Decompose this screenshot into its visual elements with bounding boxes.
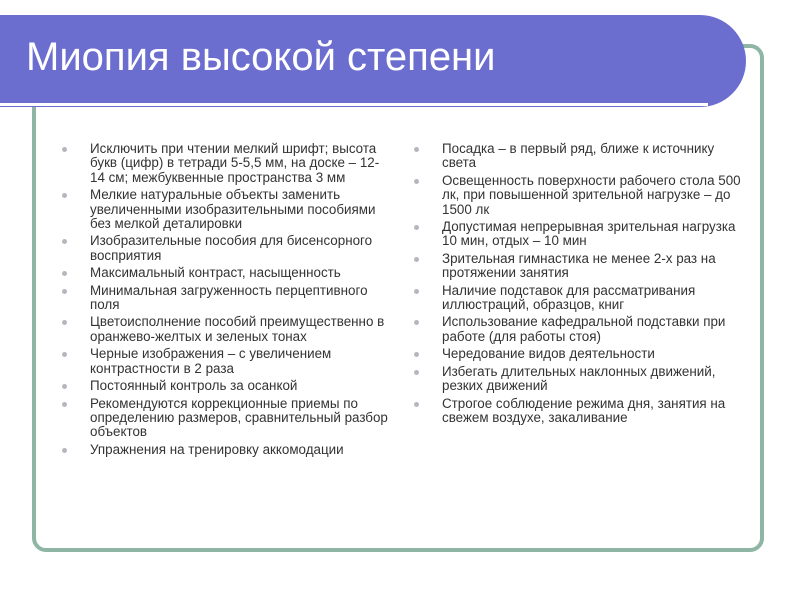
list-item-text: Упражнения на тренировку аккомодации [90, 441, 344, 457]
list-item-text: Избегать длительных наклонных движений, резких движений [442, 363, 716, 394]
list-item-text: Зрительная гимнастика не менее 2-х раз на протяжении занятия [442, 250, 716, 281]
list-item [414, 315, 744, 344]
bullet-dot-icon [62, 352, 67, 357]
list-item-text: Освещенность поверхности рабочего стола 500 лк, при повышенной зрительной нагрузке – до 1500 лк [442, 172, 741, 217]
bullet-dot-icon [62, 384, 67, 389]
list-item [414, 142, 744, 171]
list-item-text: Допустимая непрерывная зрительная нагрузка 10 мин, отдых – 10 мин [442, 219, 736, 249]
bullet-dot-icon [62, 320, 67, 325]
list-item-text: Исключить при чтении мелкий шрифт; высота букв (цифр) в тетради 5-5,5 мм, на доске – 12-14 см; межбуквенные пространства 3 мм [90, 141, 380, 185]
bullet-dot-icon [62, 448, 67, 453]
list-item [62, 188, 392, 231]
bullet-dot-icon [414, 320, 419, 325]
bullet-dot-icon [414, 225, 419, 230]
list-item [62, 397, 392, 440]
bullet-dot-icon [62, 289, 67, 294]
list-item-text: Рекомендуются коррекционные приемы по определению размеров, сравнительный разбор объектов [90, 395, 388, 440]
slide-title: Миопия высокой степени [26, 35, 496, 79]
list-item-text: Мелкие натуральные объекты заменить увеличенными изобразительными пособиями без мелкой деталировки [90, 187, 376, 232]
list-item [414, 365, 744, 394]
list-item [62, 379, 392, 393]
bullet-dot-icon [62, 402, 67, 407]
list-item-text: Наличие подставок для рассматривания иллюстраций, образцов, книг [442, 282, 696, 313]
list-item [62, 443, 392, 457]
left-bullet-list [62, 142, 392, 460]
bullet-dot-icon [414, 257, 419, 262]
list-item [62, 284, 392, 313]
list-item-text: Использование кафедральной подставки при работе (для работы стоя) [442, 314, 726, 344]
list-item-text: Изобразительные пособия для бисенсорного восприятия [90, 233, 373, 263]
list-item [62, 347, 392, 376]
list-item-text: Посадка – в первый ряд, ближе к источнику света [442, 141, 715, 171]
list-item-text: Постоянный контроль за осанкой [90, 378, 298, 394]
list-item [62, 234, 392, 263]
bullet-dot-icon [62, 193, 67, 198]
list-item-text: Черные изображения – с увеличением контрастности в 2 раза [90, 346, 332, 376]
list-item [414, 174, 744, 217]
list-item [414, 397, 744, 426]
bullet-dot-icon [62, 271, 67, 276]
right-bullet-list [414, 142, 744, 428]
list-item-text: Чередование видов деятельности [442, 346, 655, 362]
list-item [414, 252, 744, 281]
list-item [414, 284, 744, 313]
list-item-text: Максимальный контраст, насыщенность [90, 265, 341, 281]
bullet-dot-icon [414, 352, 419, 357]
bullet-dot-icon [414, 179, 419, 184]
title-underline [0, 103, 708, 106]
bullet-dot-icon [62, 239, 67, 244]
bullet-dot-icon [414, 402, 419, 407]
bullet-dot-icon [62, 147, 67, 152]
bullet-dot-icon [414, 147, 419, 152]
list-item [414, 220, 744, 249]
bullet-dot-icon [414, 289, 419, 294]
list-item [62, 266, 392, 280]
list-item-text: Цветоисполнение пособий преимущественно в оранжево-желтых и зеленых тонах [90, 314, 385, 344]
list-item [62, 315, 392, 344]
list-item [62, 142, 392, 185]
bullet-dot-icon [414, 370, 419, 375]
list-item-text: Строгое соблюдение режима дня, занятия на свежем воздухе, закаливание [442, 395, 726, 425]
list-item-text: Минимальная загруженность перцептивного поля [90, 282, 368, 313]
list-item [414, 347, 744, 361]
